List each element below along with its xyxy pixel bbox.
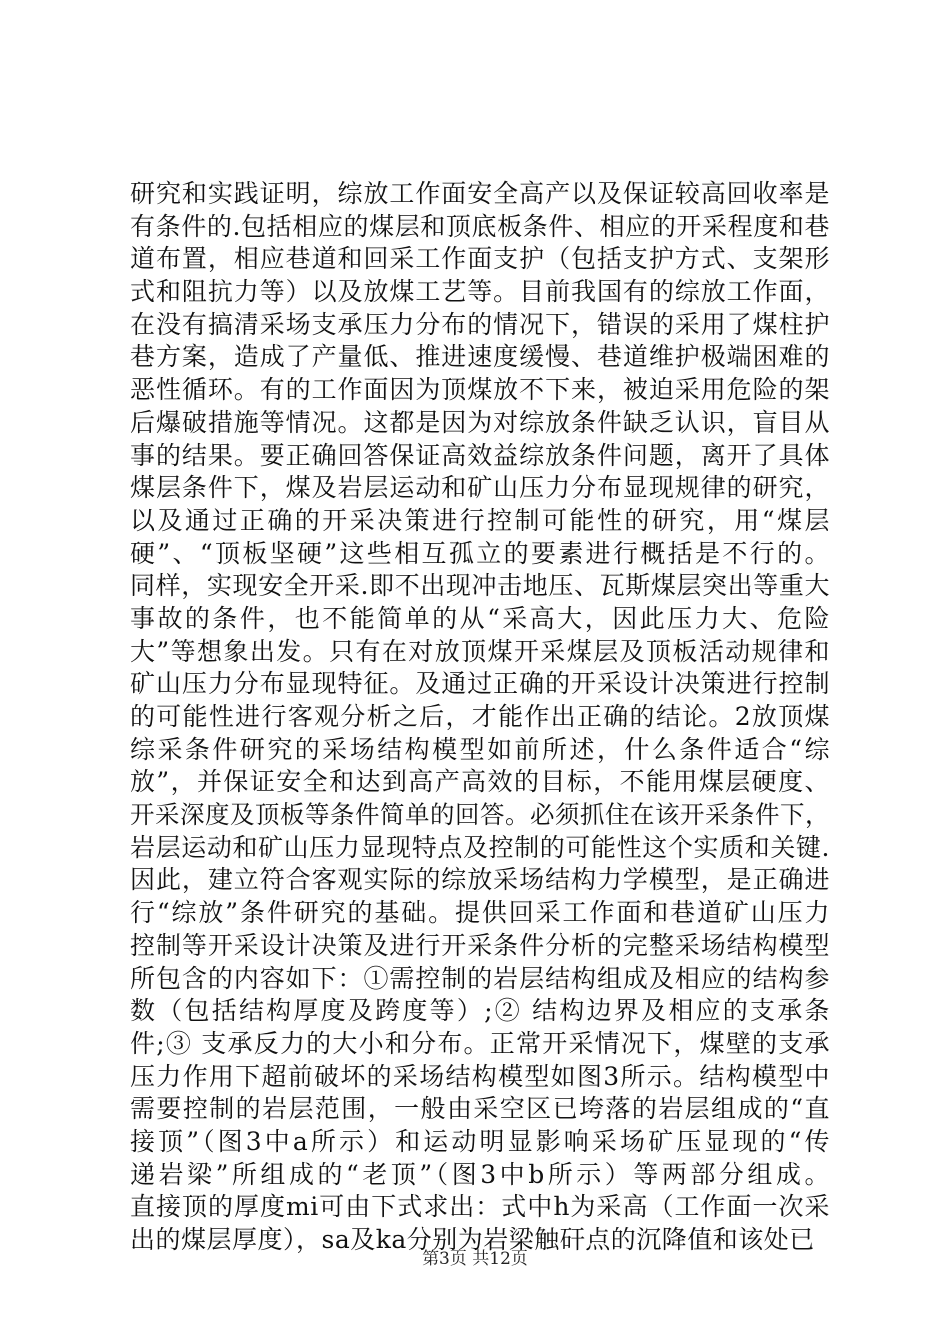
text-line: 煤层条件下，煤及岩层运动和矿山压力分布显现规律的研究， (130, 473, 830, 503)
body-paragraph (130, 178, 830, 1257)
text-line: 有条件的.包括相应的煤层和顶底板条件、相应的开采程度和巷 (130, 211, 830, 241)
text-line: 矿山压力分布显现特征。及通过正确的开采设计决策进行控制 (130, 669, 830, 699)
text-line: 以及通过正确的开采决策进行控制可能性的研究，用“煤层 (130, 505, 830, 535)
text-line: 大”等想象出发。只有在对放顶煤开采煤层及顶板活动规律和 (130, 636, 830, 666)
text-line: 控制等开采设计决策及进行开采条件分析的完整采场结构模型 (130, 930, 830, 960)
page-footer: 第3页 共12页 (422, 1249, 528, 1269)
text-line: 恶性循环。有的工作面因为顶煤放不下来，被迫采用危险的架 (130, 375, 830, 405)
text-line: 事的结果。要正确回答保证高效益综放条件问题，离开了具体 (130, 440, 830, 470)
text-line: 所包含的内容如下：①需控制的岩层结构组成及相应的结构参 (130, 963, 830, 993)
text-line: 因此，建立符合客观实际的综放采场结构力学模型，是正确进 (130, 865, 830, 895)
text-line: 压力作用下超前破坏的采场结构模型如图3所示。结构模型中 (130, 1061, 830, 1091)
text-line: 需要控制的岩层范围，一般由采空区已垮落的岩层组成的“直 (130, 1094, 830, 1124)
text-line: 硬”、“顶板坚硬”这些相互孤立的要素进行概括是不行的。 (130, 538, 830, 568)
text-line: 事故的条件，也不能简单的从“采高大，因此压力大、危险 (130, 603, 830, 633)
text-line: 直接顶的厚度mi可由下式求出：式中h为采高（工作面一次采 (130, 1192, 830, 1222)
text-line: 岩层运动和矿山压力显现特点及控制的可能性这个实质和关键. (130, 832, 830, 862)
text-line: 件;③ 支承反力的大小和分布。正常开采情况下，煤壁的支承 (130, 1028, 830, 1058)
text-line: 数（包括结构厚度及跨度等）;② 结构边界及相应的支承条 (130, 996, 830, 1026)
text-line: 放”，并保证安全和达到高产高效的目标，不能用煤层硬度、 (130, 767, 830, 797)
text-line: 的可能性进行客观分析之后，才能作出正确的结论。2放顶煤 (130, 702, 830, 731)
text-line: 开采深度及顶板等条件简单的回答。必须抓住在该开采条件下， (130, 800, 830, 830)
text-line: 出的煤层厚度），sa及ka分别为岩梁触矸点的沉降值和该处已 (130, 1225, 815, 1254)
text-line: 在没有搞清采场支承压力分布的情况下，错误的采用了煤柱护 (130, 309, 830, 339)
text-line: 巷方案，造成了产量低、推进速度缓慢、巷道维护极端困难的 (130, 342, 830, 372)
text-line: 研究和实践证明，综放工作面安全高产以及保证较高回收率是 (130, 179, 830, 208)
text-line: 同样，实现安全开采.即不出现冲击地压、瓦斯煤层突出等重大 (130, 571, 830, 601)
text-line: 递岩梁”所组成的“老顶”（图3中b所示）等两部分组成。 (130, 1159, 830, 1189)
text-line: 道布置，相应巷道和回采工作面支护（包括支护方式、支架形 (130, 244, 830, 274)
text-line: 接顶”（图3中a所示）和运动明显影响采场矿压显现的“传 (130, 1126, 830, 1156)
text-line: 后爆破措施等情况。这都是因为对综放条件缺乏认识，盲目从 (130, 407, 830, 437)
text-line: 行“综放”条件研究的基础。提供回采工作面和巷道矿山压力 (130, 898, 830, 928)
text-line: 综采条件研究的采场结构模型如前所述，什么条件适合“综 (130, 734, 830, 764)
text-line: 式和阻抗力等）以及放煤工艺等。目前我国有的综放工作面， (130, 277, 830, 307)
